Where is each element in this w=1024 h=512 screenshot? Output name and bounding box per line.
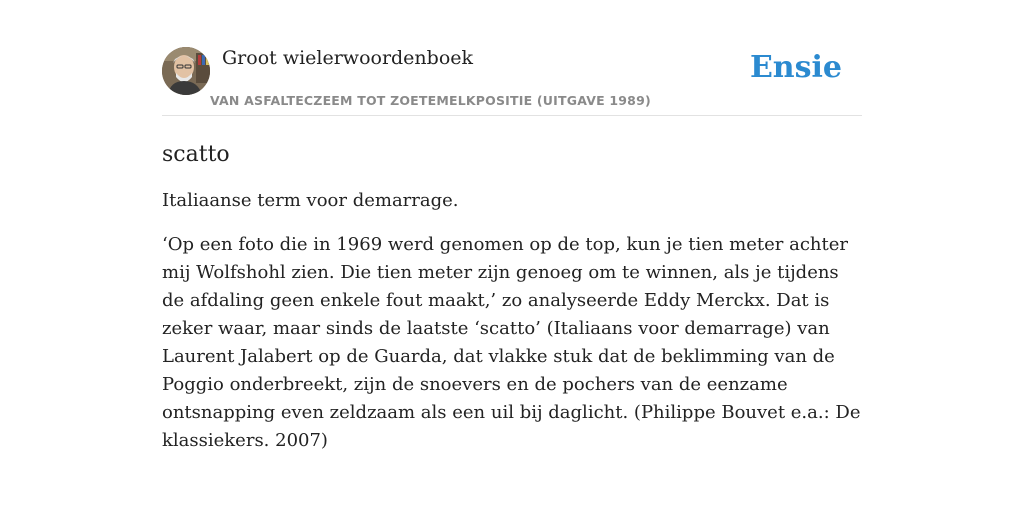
author-portrait-icon bbox=[162, 47, 210, 95]
author-avatar[interactable] bbox=[162, 47, 210, 95]
entry-headword: scatto bbox=[162, 142, 230, 167]
entry-definition: Italiaanse term voor demarrage. bbox=[162, 190, 459, 211]
book-subtitle: VAN ASFALTECZEEM TOT ZOETEMELKPOSITIE (UITGAVE 1989) bbox=[210, 93, 651, 108]
entry-header bbox=[162, 44, 862, 116]
book-title[interactable]: Groot wielerwoordenboek bbox=[222, 47, 474, 69]
entry-card bbox=[162, 44, 862, 455]
entry-quote: ‘Op een foto die in 1969 werd genomen op de top, kun je tien meter achter mij Wolfshohl zien. Die tien meter zijn genoeg om te winnen, als je tijdens de afdaling geen enkele fout maakt,’ zo analyseerde Eddy Merckx. Dat is zeker waar, maar sinds de laatste ‘scatto’ (Italiaans voor demarrage) van Laurent Jalabert op de Guarda, dat vlakke stuk dat de beklimming van de Poggio onderbreekt, zijn de snoevers en de pochers van de eenzame ontsnapping even zeldzaam als een uil bij daglicht. (Philippe Bouvet e.a.: De klassiekers. 2007) bbox=[162, 234, 861, 451]
ensie-logo-link[interactable]: Ensie bbox=[749, 50, 842, 85]
